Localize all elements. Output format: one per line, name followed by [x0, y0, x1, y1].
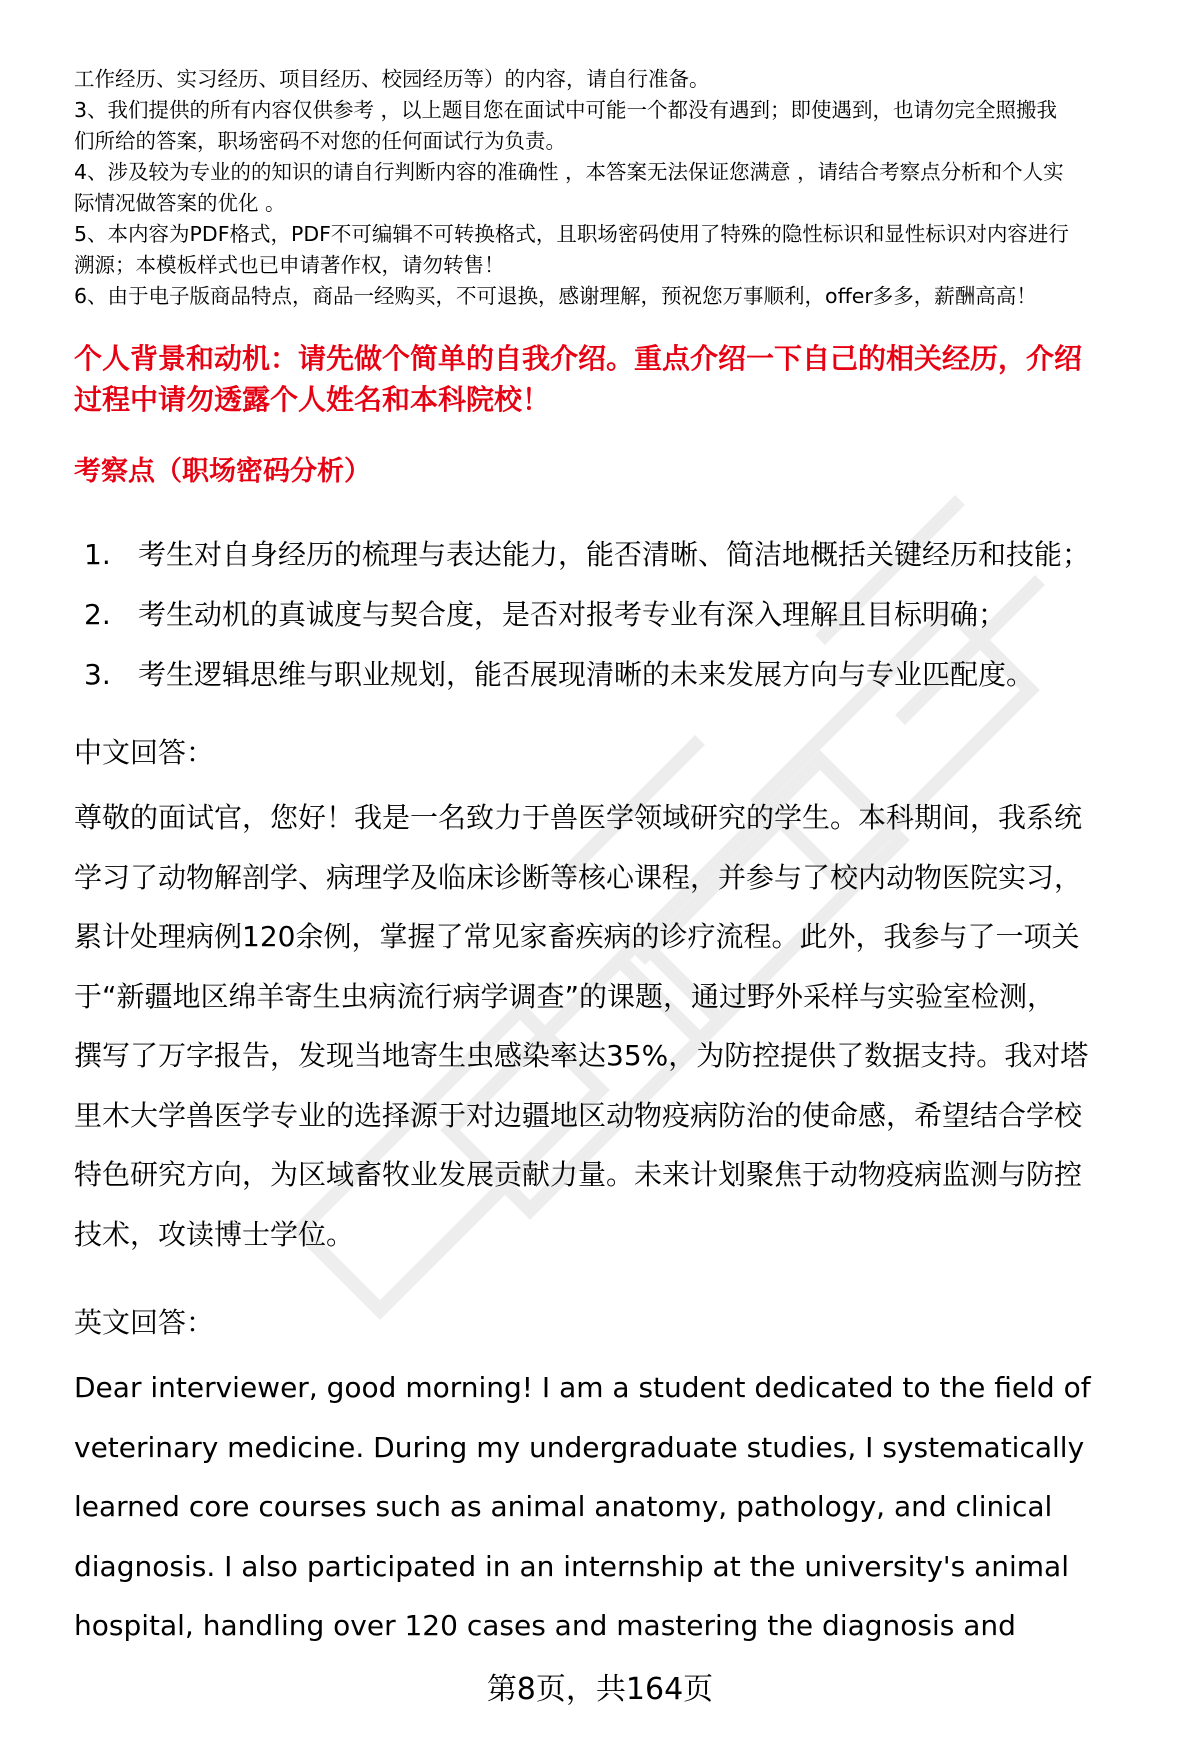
note-line: 3、我们提供的所有内容仅供参考 ，以上题目您在面试中可能一个都没有遇到；即使遇到，也请勿完全照搬我: [74, 98, 1058, 122]
key-points-heading: 考察点（职场密码分析）: [74, 456, 371, 487]
notes-block: [74, 64, 1164, 312]
answer-line: 技术，攻读博士学位。: [74, 1217, 355, 1251]
key-point-text: 考生逻辑思维与职业规划，能否展现清晰的未来发展方向与专业匹配度。: [138, 658, 1035, 691]
key-points-list: [74, 525, 1164, 705]
note-line: 工作经历、实习经历、项目经历、校园经历等）的内容，请自行准备。: [74, 67, 710, 91]
key-point-number: 1.: [84, 538, 111, 571]
answer-line: 里木大学兽医学专业的选择源于对边疆地区动物疫病防治的使命感，希望结合学校: [74, 1098, 1083, 1132]
answer-line: 撰写了万字报告，发现当地寄生虫感染率达35%，为防控提供了数据支持。我对塔: [74, 1039, 1089, 1072]
key-point-number: 3.: [84, 658, 111, 691]
answer-line: learned core courses such as animal anatomy, pathology, and clinical: [74, 1490, 1053, 1523]
answer-line: hospital, handling over 120 cases and mastering the diagnosis and: [74, 1609, 1016, 1642]
answer-line: 尊敬的面试官，您好！我是一名致力于兽医学领域研究的学生。本科期间，我系统: [74, 801, 1083, 834]
answer-line: 学习了动物解剖学、病理学及临床诊断等核心课程，并参与了校内动物医院实习，: [74, 860, 1083, 894]
key-point-item: [74, 585, 1164, 645]
note-line: 4、涉及较为专业的的知识的请自行判断内容的准确性 ，本答案无法保证您满意 ，请结合考察点分析和个人实: [74, 160, 1064, 184]
page-number: 第8页，共164页: [486, 1672, 714, 1707]
note-line: 际情况做答案的优化 。: [74, 191, 286, 215]
answer-line: veterinary medicine. During my undergraduate studies, I systematically: [74, 1430, 1085, 1464]
note-line: 溯源；本模板样式也已申请著作权，请勿转售！: [74, 253, 505, 277]
key-point-text: 考生动机的真诚度与契合度，是否对报考专业有深入理解且目标明确；: [138, 598, 1007, 631]
answer-line: 于“新疆地区绵羊寄生虫病流行病学调查”的课题，通过野外采样与实验室检测，: [74, 979, 1056, 1013]
answer-line: 累计处理病例120余例，掌握了常见家畜疾病的诊疗流程。此外，我参与了一项关: [74, 920, 1080, 953]
answer-line: 特色研究方向，为区域畜牧业发展贡献力量。未来计划聚焦于动物疫病监测与防控: [74, 1158, 1083, 1191]
english-answer: [74, 1358, 1164, 1656]
key-point-text: 考生对自身经历的梳理与表达能力，能否清晰、简洁地概括关键经历和技能；: [138, 538, 1091, 571]
answer-line: Dear interviewer, good morning! I am a student dedicated to the field of: [74, 1371, 1091, 1404]
note-line: 们所给的答案，职场密码不对您的任何面试行为负责。: [74, 129, 566, 153]
question-line: 过程中请勿透露个人姓名和本科院校！: [74, 383, 551, 416]
english-answer-label: 英文回答：: [74, 1306, 215, 1339]
question-line: 个人背景和动机：请先做个简单的自我介绍。重点介绍一下自己的相关经历，介绍: [74, 342, 1083, 375]
note-line: 5、本内容为PDF格式，PDF不可编辑不可转换格式，且职场密码使用了特殊的隐性标识和显性标识对内容进行: [74, 222, 1069, 246]
key-point-item: [74, 645, 1164, 705]
key-point-item: [74, 525, 1164, 585]
note-line: 6、由于电子版商品特点，商品一经购买，不可退换，感谢理解，预祝您万事顺利，offer多多，薪酬高高！: [74, 284, 1037, 308]
interview-question: [74, 338, 1164, 420]
chinese-answer: [74, 788, 1164, 1264]
answer-line: diagnosis. I also participated in an internship at the university's animal: [74, 1549, 1069, 1583]
chinese-answer-label: 中文回答：: [74, 736, 215, 769]
key-point-number: 2.: [84, 598, 111, 631]
